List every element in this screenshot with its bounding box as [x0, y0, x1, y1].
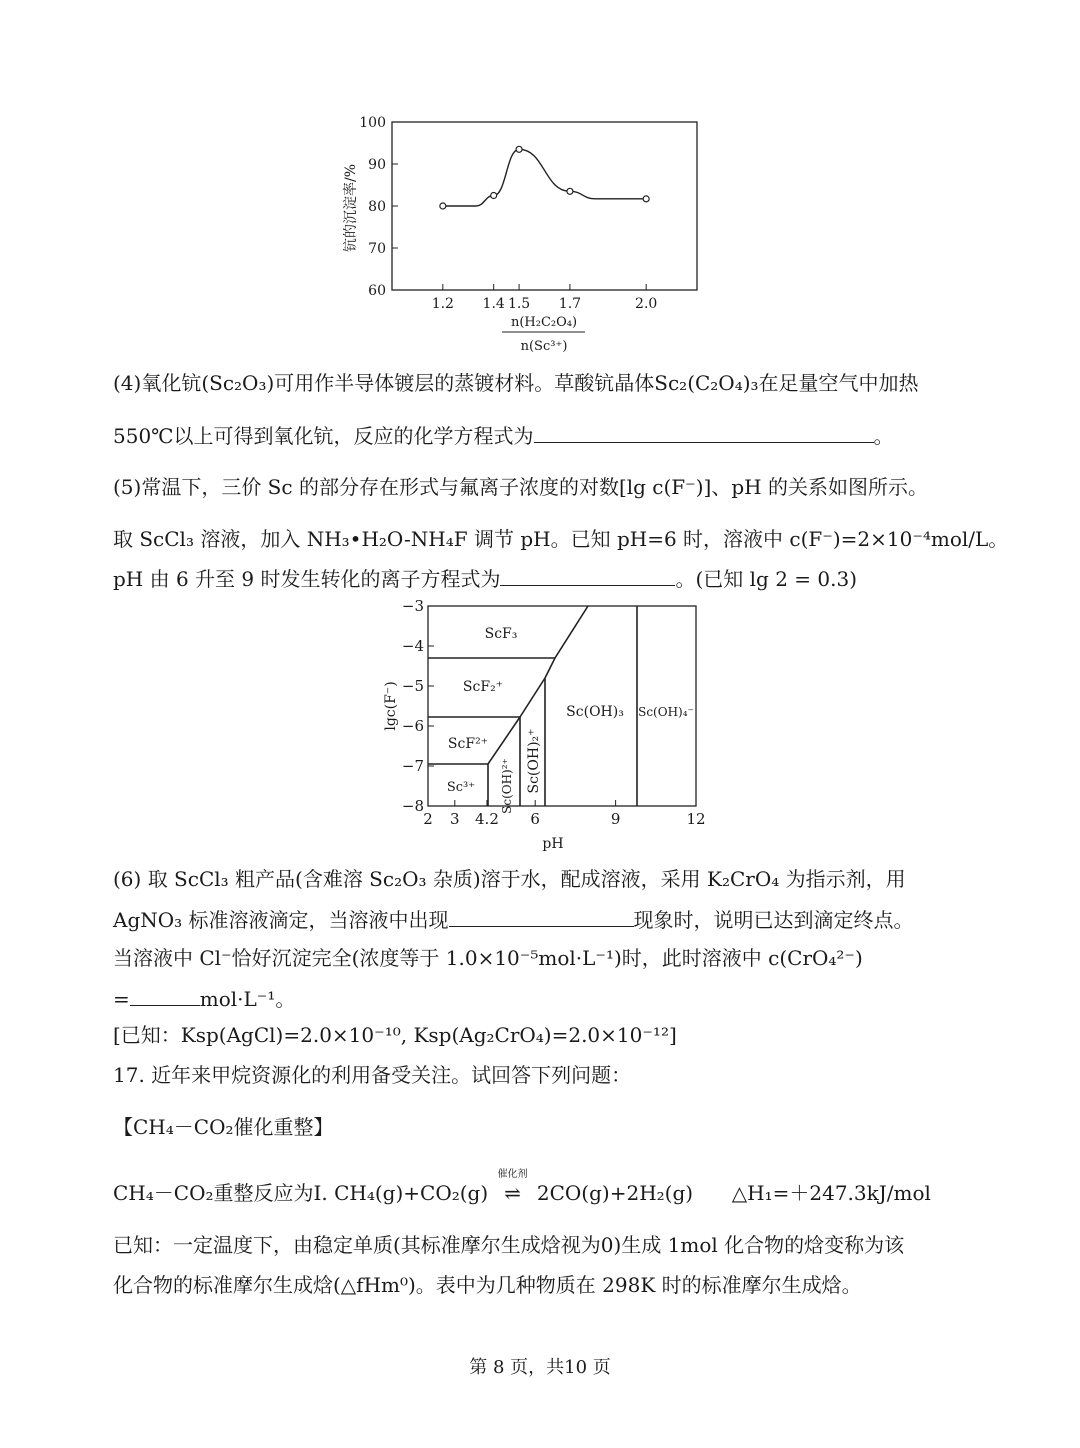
region-scoh4-minus: Sc(OH)₄⁻	[638, 705, 694, 719]
chart1-ytick-label: 60	[368, 283, 386, 299]
q6-line2-end: 现象时，说明已达到滴定终点。	[633, 908, 914, 932]
chart1-xtick-label: 1.7	[558, 296, 582, 312]
q6-concentration-blank[interactable]	[130, 985, 200, 1006]
region-scoh3: Sc(OH)₃	[566, 704, 624, 720]
precipitation-rate-chart	[337, 108, 707, 362]
chart1-xtick-label: 1.2	[431, 296, 454, 312]
q6-given: [已知：Ksp(AgCl)=2.0×10⁻¹⁰, Ksp(Ag₂CrO₄)=2.0×10⁻¹²]	[113, 1023, 677, 1047]
catalyst-label: 催化剂	[497, 1169, 528, 1180]
reaction-reactants: CH₄－CO₂重整反应为Ⅰ. CH₄(g)+CO₂(g)	[113, 1181, 489, 1205]
region-scoh-2plus: Sc(OH)²⁺	[500, 758, 514, 814]
chart2-xlabel: pH	[542, 836, 564, 852]
q4-line2	[113, 422, 894, 449]
q4-answer-blank[interactable]	[534, 422, 874, 443]
q5-line3-text: pH 由 6 升至 9 时发生转化的离子方程式为	[113, 567, 501, 591]
q4-line1: (4)氧化钪(Sc₂O₃)可用作半导体镀层的蒸镀材料。草酸钪晶体Sc₂(C₂O₄)₃在足量空气中加热	[113, 371, 919, 395]
region-scf3: ScF₃	[484, 626, 518, 642]
q5-line3-end: 。(已知 lg 2 = 0.3)	[675, 567, 858, 591]
chart2-ytick-label: −3	[401, 597, 424, 615]
chart1-xtick-label: 1.5	[507, 296, 531, 312]
chart2-ytick-label: −8	[401, 797, 424, 815]
chart1-xtick-label: 1.4	[482, 296, 505, 312]
chart2-xtick-label: 3	[450, 810, 460, 828]
chart1-data-point	[567, 188, 573, 194]
region-scf-2plus: ScF²⁺	[447, 736, 489, 752]
chart1-frame	[392, 122, 697, 290]
chart2-ytick-label: −7	[401, 757, 424, 775]
chart2-ytick-label: −5	[401, 677, 424, 695]
q17-line4: 化合物的标准摩尔生成焓(△fHm⁰)。表中为几种物质在 298K 时的标准摩尔生成焓。	[113, 1273, 862, 1297]
q4-line2-text: 550℃以上可得到氧化钪，反应的化学方程式为	[113, 424, 534, 448]
chart2-xtick-label: 4.2	[475, 810, 499, 828]
q6-line3: 当溶液中 Cl⁻恰好沉淀完全(浓度等于 1.0×10⁻⁵mol·L⁻¹)时，此时溶液中 c(CrO₄²⁻)	[113, 946, 863, 970]
q6-line2-text: AgNO₃ 标准溶液滴定，当溶液中出现	[113, 908, 449, 932]
q5-line3	[113, 565, 857, 592]
chart2-xtick-label: 2	[423, 810, 433, 828]
chart1-xtick-label: 2.0	[635, 296, 658, 312]
chart1-xlabel-numerator: n(H₂C₂O₄)	[510, 315, 578, 330]
reaction-products: 2CO(g)+2H₂(g)	[536, 1181, 694, 1205]
chart1-ytick-label: 100	[359, 115, 386, 131]
chart1-ytick-label: 90	[368, 157, 386, 173]
chart2-ylabel: lgc(F⁻)	[383, 681, 399, 731]
region-scf2-plus: ScF₂⁺	[462, 679, 504, 695]
q6-phenomenon-blank[interactable]	[449, 906, 634, 927]
q6-line2	[113, 906, 914, 933]
q6-line4-eq: =	[113, 987, 130, 1011]
q6-line4	[113, 985, 295, 1012]
q17-reaction	[113, 1169, 931, 1206]
q6-line1: (6) 取 ScCl₃ 粗产品(含难溶 Sc₂O₃ 杂质)溶于水，配成溶液，采用 K₂CrO₄ 为指示剂，用	[113, 867, 906, 891]
chart2-xtick-label: 12	[686, 810, 706, 828]
chart2-xtick-label: 9	[610, 810, 621, 828]
sc-species-diagram	[375, 596, 715, 860]
chart1-data-point	[491, 193, 497, 199]
q4-line2-end: 。	[873, 424, 894, 448]
chart1-data-point	[516, 146, 522, 152]
q17-intro: 17. 近年来甲烷资源化的利用备受关注。试回答下列问题：	[113, 1063, 632, 1087]
q5-line1: (5)常温下，三价 Sc 的部分存在形式与氟离子浓度的对数[lg c(F⁻)]、pH 的关系如图所示。	[113, 475, 928, 499]
chart1-ytick-label: 70	[368, 241, 386, 257]
chart1-ylabel: 钪的沉淀率/%	[343, 163, 359, 253]
chart1-data-point	[440, 203, 446, 209]
q17-line3: 已知：一定温度下，由稳定单质(其标准摩尔生成焓视为0)生成 1mol 化合物的焓变称为该	[113, 1233, 905, 1257]
q17-heading: 【CH₄－CO₂催化重整】	[113, 1115, 334, 1139]
chart1-ytick-label: 80	[368, 199, 386, 215]
equilibrium-arrow	[495, 1169, 531, 1206]
region-scoh2-plus: Sc(OH)₂⁺	[526, 728, 542, 794]
chart2-ytick-label: −4	[401, 637, 424, 655]
region-sc-3plus: Sc³⁺	[446, 780, 476, 795]
q5-line2: 取 ScCl₃ 溶液，加入 NH₃•H₂O-NH₄F 调节 pH。已知 pH=6 时，溶液中 c(F⁻)=2×10⁻⁴mol/L。	[113, 527, 1009, 551]
chart1-curve	[443, 149, 646, 206]
chart2-ytick-label: −6	[401, 717, 424, 735]
q6-line4-unit: mol·L⁻¹。	[199, 987, 296, 1011]
chart1-data-point	[643, 196, 649, 202]
reaction-enthalpy: △H₁=＋247.3kJ/mol	[731, 1181, 931, 1205]
q5-answer-blank[interactable]	[500, 565, 675, 586]
page-footer: 第 8 页，共10 页	[469, 1357, 611, 1378]
chart1-xlabel-denominator: n(Sc³⁺)	[520, 339, 568, 354]
arrow-glyph: ⇌	[504, 1181, 521, 1205]
chart2-xtick-label: 6	[530, 810, 540, 828]
